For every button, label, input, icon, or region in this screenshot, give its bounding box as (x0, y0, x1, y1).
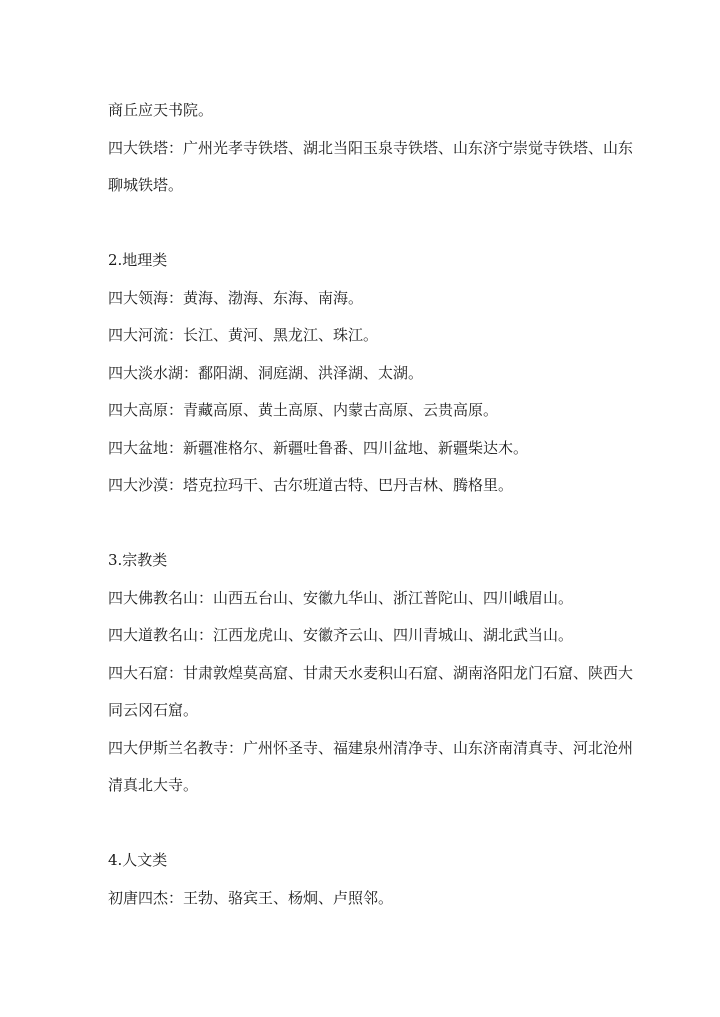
section-spacer (108, 505, 628, 543)
section-spacer (108, 205, 628, 243)
list-item: 四大河流：长江、黄河、黑龙江、珠江。 (108, 326, 379, 344)
section-spacer (108, 805, 628, 843)
section-heading-geography: 2.地理类 (108, 251, 168, 269)
list-item: 初唐四杰：王勃、骆宾王、杨炯、卢照邻。 (108, 888, 394, 907)
list-item-continuation: 清真北大寺。 (108, 776, 199, 794)
list-item-continuation: 同云冈石窟。 (108, 701, 199, 719)
paragraph-line: 商丘应天书院。 (108, 101, 214, 119)
document-page (108, 92, 634, 917)
list-item: 四大石窟：甘肃敦煌莫高窟、甘肃天水麦积山石窟、湖南洛阳龙门石窟、陕西大 (108, 663, 634, 682)
list-item: 四大淡水湖：鄱阳湖、洞庭湖、洪泽湖、太湖。 (108, 363, 424, 382)
list-item: 四大伊斯兰名教寺：广州怀圣寺、福建泉州清净寺、山东济南清真寺、河北沧州 (108, 738, 634, 757)
section-heading-humanities: 4.人文类 (108, 851, 168, 869)
list-item: 四大领海：黄海、渤海、东海、南海。 (108, 288, 364, 307)
list-item: 四大高原：青藏高原、黄土高原、内蒙古高原、云贵高原。 (108, 401, 499, 419)
paragraph-line: 四大铁塔：广州光孝寺铁塔、湖北当阳玉泉寺铁塔、山东济宁崇觉寺铁塔、山东 (108, 138, 634, 157)
section-heading-religion: 3.宗教类 (108, 551, 168, 569)
list-item: 四大道教名山：江西龙虎山、安徽齐云山、四川青城山、湖北武当山。 (108, 626, 574, 644)
list-item: 四大佛教名山：山西五台山、安徽九华山、浙江普陀山、四川峨眉山。 (108, 588, 574, 607)
list-item: 四大盆地：新疆准格尔、新疆吐鲁番、四川盆地、新疆柴达木。 (108, 438, 529, 457)
paragraph-line: 聊城铁塔。 (108, 176, 184, 194)
list-item: 四大沙漠：塔克拉玛干、古尔班道古特、巴丹吉林、腾格里。 (108, 476, 514, 494)
